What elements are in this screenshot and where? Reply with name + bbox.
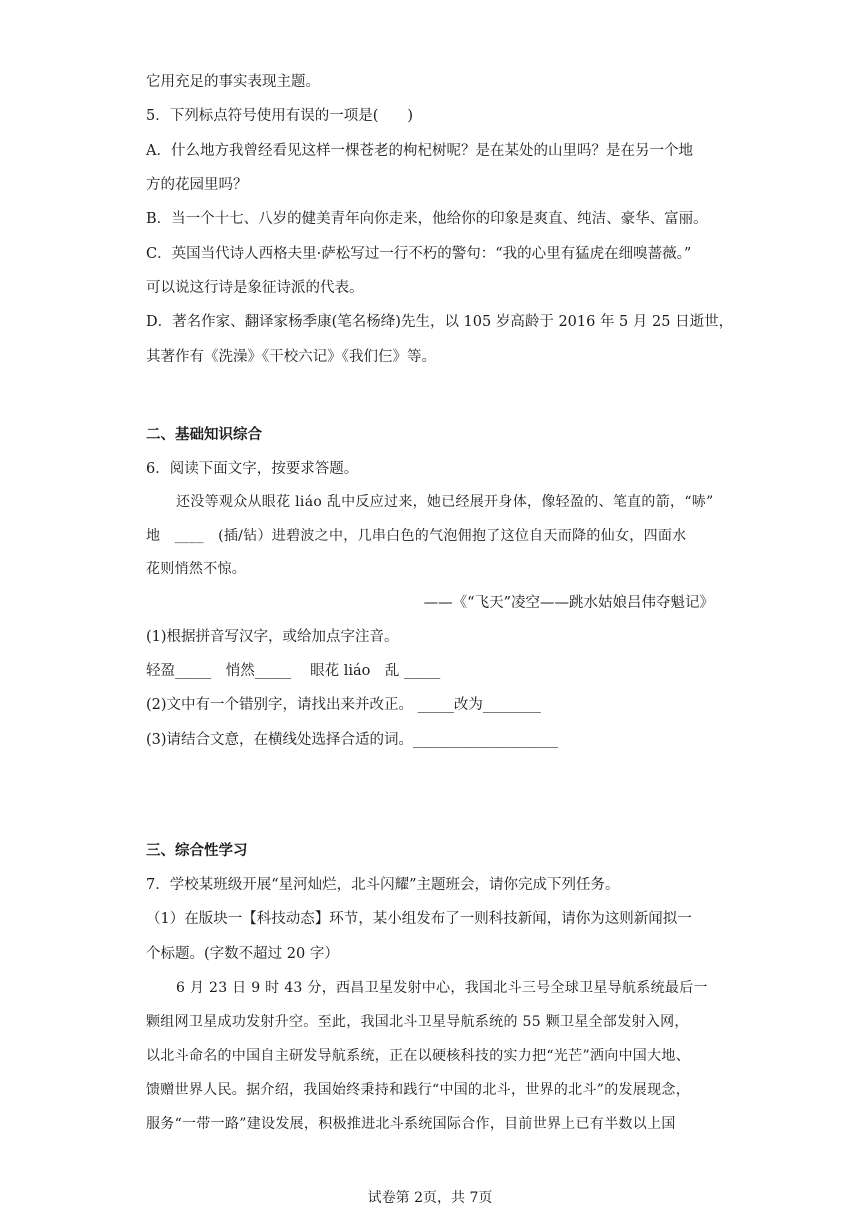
news-line: 馈赠世界人民。据介绍，我国始终秉持和践行“中国的北斗，世界的北斗”的发展现念， xyxy=(146,1082,691,1098)
sub-question-1: (1)根据拼音写汉字，或给加点字注音。 xyxy=(146,629,399,645)
sub-question-3: (3)请结合文意，在横线处选择合适的词。____________________ xyxy=(146,732,559,748)
question-7-stem: 7．学校某班级开展“星河灿烂，北斗闪耀”主题班会，请你完成下列任务。 xyxy=(146,877,620,893)
news-line: 服务“一带一路”建设发展，积极推进北斗系统国际合作，目前世界上已有半数以上国 xyxy=(146,1116,676,1132)
option-a-cont: 方的花园里吗？ xyxy=(146,177,248,193)
section-heading-2: 二、基础知识综合 xyxy=(146,427,262,443)
page-footer: 试卷第 2页，共 7页 xyxy=(367,1190,493,1206)
task-1: （1）在版块一【科技动态】环节，某小组发布了一则科技新闻，请你为这则新闻拟一 xyxy=(146,911,692,927)
option-b: B．当一个十七、八岁的健美青年向你走来，他给你的印象是爽直、纯洁、豪华、富丽。 xyxy=(146,211,708,227)
task-1-cont: 个标题。(字数不超过 20 字） xyxy=(146,946,339,962)
question-6-stem: 6．阅读下面文字，按要求答题。 xyxy=(146,461,359,477)
section-heading-3: 三、综合性学习 xyxy=(146,843,248,859)
sub-question-1-blanks: 轻盈_____ 悄然_____ 眼花 liáo 乱 _____ xyxy=(146,663,441,679)
passage-line: 还没等观众从眼花 liáo 乱中反应过来，她已经展开身体，像轻盈的、笔直的箭，“哧” xyxy=(176,494,714,510)
option-c-cont: 可以说这行诗是象征诗派的代表。 xyxy=(146,280,364,296)
text-line: 它用充足的事实表现主题。 xyxy=(146,74,320,90)
sub-question-2: (2)文中有一个错别字，请找出来并改正。 _____改为________ xyxy=(146,697,541,713)
option-d-cont: 其著作有《洗澡》《干校六记》《我们仨》等。 xyxy=(146,349,436,365)
news-line: 颗组网卫星成功发射升空。至此，我国北斗卫星导航系统的 55 颗卫星全部发射入网， xyxy=(146,1014,689,1030)
passage-source: ——《“飞天”凌空——跳水姑娘吕伟夺魁记》 xyxy=(423,595,714,611)
news-line: 6 月 23 日 9 时 43 分，西昌卫星发射中心，我国北斗三号全球卫星导航系统最后一 xyxy=(176,980,708,996)
passage-line: 地 ____ (插/钻）进碧波之中，几串白色的气泡佣抱了这位自天而降的仙女，四面水 xyxy=(146,528,687,544)
passage-line: 花则悄然不惊。 xyxy=(146,561,247,577)
option-c: C．英国当代诗人西格夫里·萨松写过一行不朽的警句：“我的心里有猛虎在细嗅蔷薇。” xyxy=(146,246,692,262)
option-d: D．著名作家、翻译家杨季康(笔名杨绛)先生，以 105 岁高龄于 2016 年 5 月 25 日逝世， xyxy=(146,314,734,330)
news-line: 以北斗命名的中国自主研发导航系统，正在以硬核科技的实力把“光芒”洒向中国大地、 xyxy=(146,1048,691,1064)
option-a: A．什么地方我曾经看见这样一棵苍老的枸杞树呢？是在某处的山里吗？是在另一个地 xyxy=(146,143,693,159)
question-5-stem: 5．下列标点符号使用有误的一项是( ) xyxy=(146,108,414,124)
